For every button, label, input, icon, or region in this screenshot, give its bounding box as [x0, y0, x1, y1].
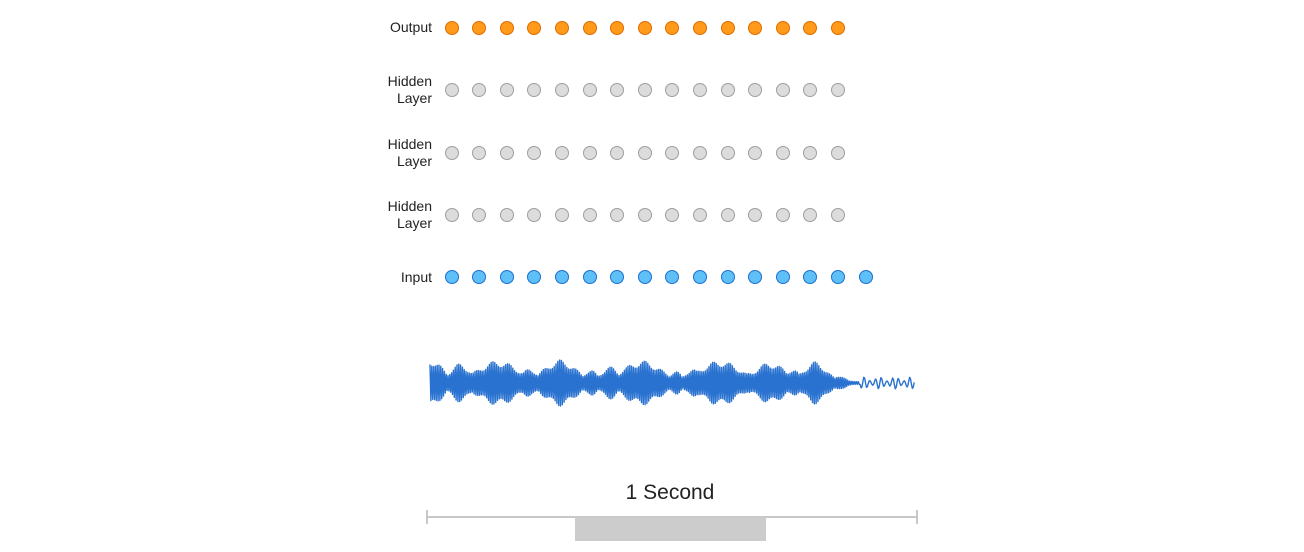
hidden-3-node — [776, 83, 790, 97]
output-node — [665, 21, 679, 35]
output-node — [472, 21, 486, 35]
hidden-1-node — [583, 208, 597, 222]
hidden-2-node — [721, 146, 735, 160]
hidden-3-node — [445, 83, 459, 97]
layer-label-hidden-2 — [372, 136, 432, 170]
hidden-2-node — [776, 146, 790, 160]
hidden-1-node — [665, 208, 679, 222]
layer-label-input: Input — [400, 269, 432, 285]
hidden-1-node — [831, 208, 845, 222]
output-node — [638, 21, 652, 35]
input-node — [693, 270, 707, 284]
hidden-2-node — [445, 146, 459, 160]
hidden-3-node — [665, 83, 679, 97]
input-node — [472, 270, 486, 284]
layer-label-output: Output — [389, 19, 432, 35]
hidden-1-node — [555, 208, 569, 222]
output-node — [831, 21, 845, 35]
output-node — [500, 21, 514, 35]
output-node — [693, 21, 707, 35]
hidden-1-node — [748, 208, 762, 222]
receptive-field-block — [575, 517, 766, 541]
output-node — [803, 21, 817, 35]
hidden-3-node — [748, 83, 762, 97]
hidden-2-node — [583, 146, 597, 160]
hidden-2-node — [748, 146, 762, 160]
input-node — [859, 270, 873, 284]
layer-label-hidden-1 — [372, 198, 432, 232]
layer-label-hidden-1-text: Hidden Layer — [387, 198, 432, 231]
output-node — [610, 21, 624, 35]
input-node — [776, 270, 790, 284]
audio-waveform — [420, 345, 930, 420]
input-node — [748, 270, 762, 284]
hidden-3-node — [555, 83, 569, 97]
hidden-3-node — [472, 83, 486, 97]
input-node — [721, 270, 735, 284]
input-node — [831, 270, 845, 284]
hidden-1-node — [610, 208, 624, 222]
hidden-1-node — [721, 208, 735, 222]
time-scale-label: 1 Second — [625, 481, 715, 504]
hidden-2-node — [693, 146, 707, 160]
layer-label-hidden-3-text: Hidden Layer — [387, 73, 432, 106]
hidden-3-node — [527, 83, 541, 97]
output-node — [445, 21, 459, 35]
input-node — [610, 270, 624, 284]
hidden-3-node — [693, 83, 707, 97]
hidden-1-node — [693, 208, 707, 222]
input-node — [583, 270, 597, 284]
layer-label-hidden-2-text: Hidden Layer — [387, 136, 432, 169]
hidden-1-node — [445, 208, 459, 222]
output-node — [748, 21, 762, 35]
input-node — [638, 270, 652, 284]
hidden-1-node — [638, 208, 652, 222]
hidden-2-node — [527, 146, 541, 160]
hidden-1-node — [500, 208, 514, 222]
hidden-3-node — [721, 83, 735, 97]
hidden-2-node — [803, 146, 817, 160]
hidden-3-node — [610, 83, 624, 97]
hidden-2-node — [831, 146, 845, 160]
hidden-2-node — [638, 146, 652, 160]
input-node — [555, 270, 569, 284]
waveform-path — [430, 360, 914, 406]
layer-label-hidden-3 — [372, 73, 432, 107]
hidden-3-node — [583, 83, 597, 97]
output-node — [721, 21, 735, 35]
input-node — [445, 270, 459, 284]
output-node — [583, 21, 597, 35]
input-node — [803, 270, 817, 284]
hidden-3-node — [831, 83, 845, 97]
hidden-2-node — [555, 146, 569, 160]
hidden-1-node — [776, 208, 790, 222]
time-scale — [420, 505, 925, 545]
hidden-2-node — [665, 146, 679, 160]
hidden-3-node — [803, 83, 817, 97]
output-node — [527, 21, 541, 35]
hidden-3-node — [500, 83, 514, 97]
input-node — [527, 270, 541, 284]
hidden-1-node — [803, 208, 817, 222]
hidden-2-node — [500, 146, 514, 160]
input-node — [665, 270, 679, 284]
output-node — [776, 21, 790, 35]
hidden-1-node — [527, 208, 541, 222]
output-node — [555, 21, 569, 35]
hidden-2-node — [610, 146, 624, 160]
input-node — [500, 270, 514, 284]
hidden-2-node — [472, 146, 486, 160]
hidden-1-node — [472, 208, 486, 222]
hidden-3-node — [638, 83, 652, 97]
